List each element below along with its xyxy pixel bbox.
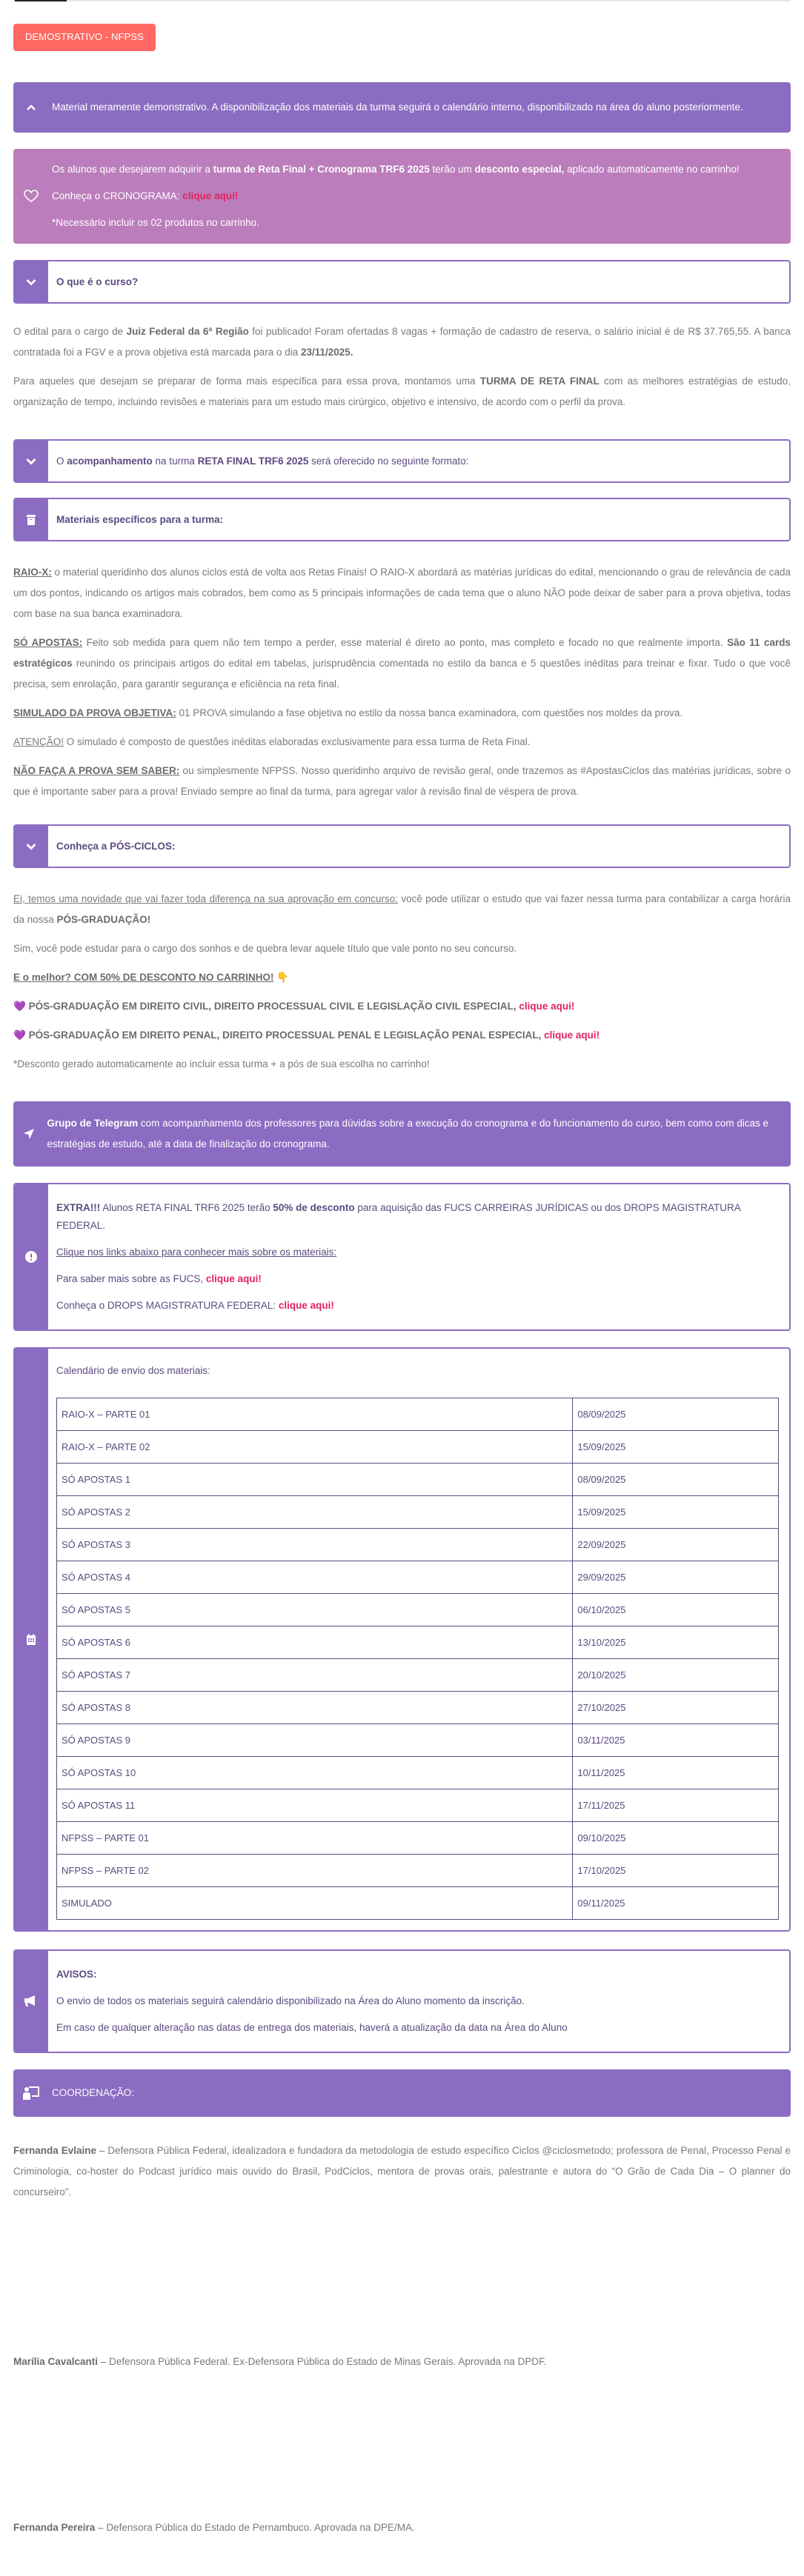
avisos-p2: Em caso de qualquer alteração nas datas de entrega dos materiais, haverá a atualização da data na Área do Aluno [56,2022,568,2033]
material-date: 15/09/2025 [573,1431,779,1464]
pos-p1: Ei, temos uma novidade que vai fazer toda diferença na sua aprovação em concurso: você pode utilizar o estudo que vai fazer nessa turma para contabilizar a carga horária da nossa PÓS-GRADUAÇÃO! [13,893,791,925]
calendar-row [57,1757,779,1789]
calendar-row [57,1398,779,1431]
material-date: 10/11/2025 [573,1757,779,1789]
material-name: SÓ APOSTAS 9 [57,1724,573,1757]
material-date: 08/09/2025 [573,1398,779,1431]
accordion-format[interactable] [13,439,791,483]
course-p1: O edital para o cargo de Juiz Federal da 6ª Região foi publicado! Foram ofertadas 8 vagas + formação de cadastro de reserva, o salário inicial é de R$ 37.765,55. A banca contratada foi a FGV e a prova objetiva está marcada para o dia 23/11/2025. [13,326,791,358]
material-name: NFPSS – PARTE 01 [57,1822,573,1855]
megaphone-icon [24,1995,38,2007]
material-date: 09/11/2025 [573,1887,779,1920]
material-name: SÓ APOSTAS 1 [57,1464,573,1496]
teacher-board-icon [22,2086,40,2100]
calendar-row [57,1789,779,1822]
material-date: 06/10/2025 [573,1594,779,1626]
calendar-row [57,1464,779,1496]
coordenacao-list [13,2140,791,2576]
material-name: SÓ APOSTAS 10 [57,1757,573,1789]
telegram-text: Grupo de Telegram com acompanhamento dos professores para dúvidas sobre a execução do cronograma e do funcionamento do curso, bem como com dicas e estratégias de estudo, até a data de finalização do cronograma. [47,1118,769,1149]
accordion-course-title: O que é o curso? [56,276,139,287]
material-name: RAIO-X – PARTE 01 [57,1398,573,1431]
material-name: SÓ APOSTAS 8 [57,1692,573,1724]
heart-icon [22,190,40,203]
pos-penal-item: 💜 PÓS-GRADUAÇÃO EM DIREITO PENAL, DIREITO PROCESSUAL PENAL E LEGISLAÇÃO PENAL ESPECIAL, clique aqui! [13,1030,600,1041]
pos-p3: E o melhor? COM 50% DE DESCONTO NO CARRINHO! 👇 [13,972,290,983]
accordion-format-title: O acompanhamento na turma RETA FINAL TRF6 2025 será oferecido no seguinte formato: [56,456,469,467]
so-apostas-paragraph: SÓ APOSTAS: Feito sob medida para quem não tem tempo a perder, esse material é direto ao ponto, mas completo e focado no que realmente importa. São 11 cards estratégicos reunindo os principais artigos do edital em tabelas, jurisprudência comentada no estilo da banca e 5 questões inéditas para treinar e fixar. Tudo o que você precisa, sem enrolação, para garantir segurança e eficiência na reta final. [13,637,791,690]
avisos-p1: O envio de todos os materiais seguirá calendário disponibilizado na Área do Aluno momento da inscrição. [56,1995,525,2006]
raio-x-paragraph: RAIO-X: o material queridinho dos alunos ciclos está de volta aos Retas Finais! O RAIO-X abordará as matérias jurídicas do edital, mencionando o grau de relevância de cada um dos pontos, indicando os artigos mais cobrados, bem como as 5 principais informações de cada tema que o aluno NÃO pode deixar de saber para a prova objetiva, todas com base na sua banca examinadora. [13,567,791,619]
extra-fucs-line: Para saber mais sobre as FUCS, clique aqui! [56,1273,262,1284]
telegram-box [13,1101,791,1167]
demo-notice [13,82,791,133]
promo-note: *Necessário incluir os 02 produtos no carrinho. [52,217,259,228]
calendar-row [57,1561,779,1594]
material-name: SÓ APOSTAS 11 [57,1789,573,1822]
materials-header [13,498,791,541]
calendar-row [57,1431,779,1464]
pointing-down-icon: 👇 [276,972,290,983]
material-name: SÓ APOSTAS 7 [57,1659,573,1692]
pos-note: *Desconto gerado automaticamente ao incluir essa turma + a pós de sua escolha no carrinho! [13,1058,430,1070]
paper-plane-icon [22,1129,35,1139]
pos-civil-item: 💜 PÓS-GRADUAÇÃO EM DIREITO CIVIL, DIREITO PROCESSUAL CIVIL E LEGISLAÇÃO CIVIL ESPECIAL, clique aqui! [13,1001,575,1012]
cronograma-link[interactable]: clique aqui! [182,190,239,201]
atencao-paragraph: ATENÇÃO! O simulado é composto de questões inéditas elaboradas exclusivamente para essa turma de Reta Final. [13,736,531,747]
person-marilia-cavalcanti: Marília Cavalcanti – Defensora Pública Federal. Ex-Defensora Pública do Estado de Minas Gerais. Aprovada na DPDF. [13,2356,547,2367]
calendar-row [57,1659,779,1692]
material-name: SIMULADO [57,1887,573,1920]
calendar-row [57,1529,779,1561]
material-date: 20/10/2025 [573,1659,779,1692]
chevron-down-icon [26,458,36,465]
extra-p2: Clique nos links abaixo para conhecer mais sobre os materiais: [56,1247,337,1258]
avisos-title: AVISOS: [56,1969,97,1980]
exclamation-circle-icon [25,1251,37,1263]
material-date: 08/09/2025 [573,1464,779,1496]
accordion-pos-title: Conheça a PÓS-CICLOS: [56,841,176,852]
calendar-row [57,1822,779,1855]
material-date: 17/11/2025 [573,1789,779,1822]
calendar-row [57,1626,779,1659]
pos-p2: Sim, você pode estudar para o cargo dos sonhos e de quebra levar aquele título que vale ponto no seu concurso. [13,943,517,954]
avisos-box [13,1949,791,2053]
material-name: SÓ APOSTAS 3 [57,1529,573,1561]
purple-heart-icon: 💜 [13,1030,26,1041]
image-placeholder [13,2380,791,2517]
material-name: SÓ APOSTAS 6 [57,1626,573,1659]
material-date: 27/10/2025 [573,1692,779,1724]
fucs-link[interactable]: clique aqui! [205,1273,262,1284]
cronograma-line: Conheça o CRONOGRAMA: clique aqui! [52,190,239,201]
calendar-row [57,1692,779,1724]
extra-p1: EXTRA!!! Alunos RETA FINAL TRF6 2025 terão 50% de desconto para aquisição das FUCS CARREIRAS JURÍDICAS ou dos DROPS MAGISTRATURA FEDERAL. [56,1202,741,1231]
material-date: 17/10/2025 [573,1855,779,1887]
extra-box [13,1183,791,1331]
calendar-row [57,1594,779,1626]
material-name: NFPSS – PARTE 02 [57,1855,573,1887]
person-fernanda-pereira: Fernanda Pereira – Defensora Pública do Estado de Pernambuco. Aprovada na DPE/MA. [13,2522,415,2533]
calendar-row [57,1496,779,1529]
material-date: 29/09/2025 [573,1561,779,1594]
material-date: 22/09/2025 [573,1529,779,1561]
material-name: SÓ APOSTAS 4 [57,1561,573,1594]
materials-title: Materiais específicos para a turma: [56,514,224,525]
coordenacao-title: COORDENAÇÃO: [52,2087,135,2098]
calendar-title: Calendário de envio dos materiais: [56,1365,210,1376]
accordion-pos-ciclos[interactable] [13,824,791,868]
extra-drops-line: Conheça o DROPS MAGISTRATURA FEDERAL: clique aqui! [56,1300,334,1311]
material-date: 13/10/2025 [573,1626,779,1659]
demo-badge-button[interactable]: DEMOSTRATIVO - NFPSS [13,24,156,51]
coordenacao-header [13,2069,791,2117]
calendar-box [13,1347,791,1932]
material-name: SÓ APOSTAS 5 [57,1594,573,1626]
pos-civil-link[interactable]: clique aqui! [519,1001,575,1012]
archive-box-icon [27,515,36,525]
person-fernanda-evlaine: Fernanda Evlaine – Defensora Pública Federal, idealizadora e fundadora da metodologia de estudo específico Ciclos @ciclosmetodo; professora de Penal, Processo Penal e Criminologia, co-hoster do Podcast jurídico mais ouvido do Brasil, PodCiclos, mentora de provas orais, palestrante e autora do “O Grão de Cada Dia – O planner do concurseiro”. [13,2145,791,2198]
calendar-table [56,1398,779,1920]
pos-description [13,889,791,1075]
materials-description [13,562,791,802]
simulado-paragraph: SIMULADO DA PROVA OBJETIVA: 01 PROVA simulando a fase objetiva no estilo da nossa banca examinadora, com questões nos moldes da prova. [13,707,683,718]
calendar-row [57,1855,779,1887]
material-date: 09/10/2025 [573,1822,779,1855]
material-date: 15/09/2025 [573,1496,779,1529]
promo-box [13,149,791,244]
accordion-course[interactable] [13,260,791,304]
chevron-down-icon [26,278,36,286]
calendar-icon [27,1634,36,1645]
chevron-up-icon [22,104,40,111]
calendar-row [57,1724,779,1757]
pos-penal-link[interactable]: clique aqui! [544,1030,600,1041]
image-placeholder [13,2211,791,2352]
material-name: RAIO-X – PARTE 02 [57,1431,573,1464]
material-name: SÓ APOSTAS 2 [57,1496,573,1529]
promo-text: Os alunos que desejarem adquirir a turma de Reta Final + Cronograma TRF6 2025 terão um desconto especial, aplicado automaticamente no carrinho! [52,164,740,175]
drops-link[interactable]: clique aqui! [278,1300,334,1311]
chevron-down-icon [26,843,36,850]
course-description [13,321,791,413]
material-date: 03/11/2025 [573,1724,779,1757]
calendar-row [57,1887,779,1920]
notice-text: Material meramente demonstrativo. A disponibilização dos materiais da turma seguirá o calendário interno, disponibilizado na área do aluno posteriormente. [52,101,743,113]
purple-heart-icon: 💜 [13,1001,26,1012]
nfpss-paragraph: NÃO FAÇA A PROVA SEM SABER: ou simplesmente NFPSS. Nosso queridinho arquivo de revisão geral, onde trazemos as #ApostasCiclos das matérias jurídicas, sobre o que é importante saber para a prova! Enviado sempre ao final da turma, para agregar valor à revisão final de véspera de prova. [13,765,791,797]
course-p2: Para aqueles que desejam se preparar de forma mais específica para essa prova, montamos uma TURMA DE RETA FINAL com as melhores estratégias de estudo, organização de tempo, incluindo revisões e materiais para um estudo mais cirúrgico, objetivo e intensivo, de acordo com o perfil da prova. [13,376,791,407]
